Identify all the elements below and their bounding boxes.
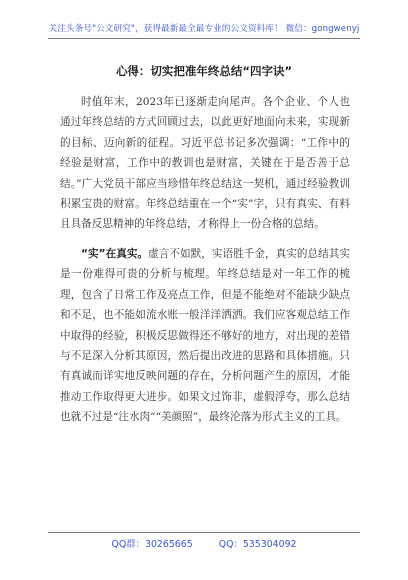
paragraph-truth bbox=[60, 244, 350, 428]
document-title: 心得：切实把准年终总结“四字诀” bbox=[115, 64, 293, 78]
paragraph-lead: “实”在真实。 bbox=[81, 248, 149, 260]
footer-contacts bbox=[0, 536, 408, 550]
footer-qq: QQ：535304092 bbox=[218, 539, 297, 550]
footer-qq-group: QQ群：30265665 bbox=[111, 539, 193, 550]
header-notice: 关注头条号"公文研究"，获得最新最全最专业的公文资料库！ 微信：gongwenyj bbox=[48, 24, 360, 34]
header-divider bbox=[48, 38, 360, 39]
paragraph-truth-text: 虚言不如默，实语胜千金，真实的总结其实是一份难得可贵的分析与梳理。年终总结是对一年工作的梳理，包含了日常工作及亮点工作，但是不能绝对不能缺少缺点和不足，也不能如流水账一般洋洋洒洒。我们应客观总结工作中取得的经验，积极反思做得还不够好的地方，对出现的差错与不足深入分析其原因，然后提出改进的思路和具体措施。只有真诚而详实地反映问题的存在，分析问题产生的原因，才能推动工作取得更大进步。如果文过饰非，虚假浮夸，那么总结也就不过是“注水肉”“美颜照”，最终沦落为形式主义的工具。 bbox=[60, 248, 350, 424]
footer-divider bbox=[48, 532, 360, 533]
paragraph-intro: 时值年末，2023年已逐渐走向尾声。各个企业、个人也通过年终总结的方式回顾过去，以此更好地面向未来，实现新的目标、迈向新的征程。习近平总书记多次强调：“工作中的经验是财富，工作中的教训也是财富，关键在于是否善于总结。”广大党员干部应当珍惜年终总结这一契机，通过经验教训积累宝贵的财富。年终总结重在一个“实”字，只有真实、有料且具备反思精神的年终总结，才称得上一份合格的总结。 bbox=[60, 96, 350, 231]
